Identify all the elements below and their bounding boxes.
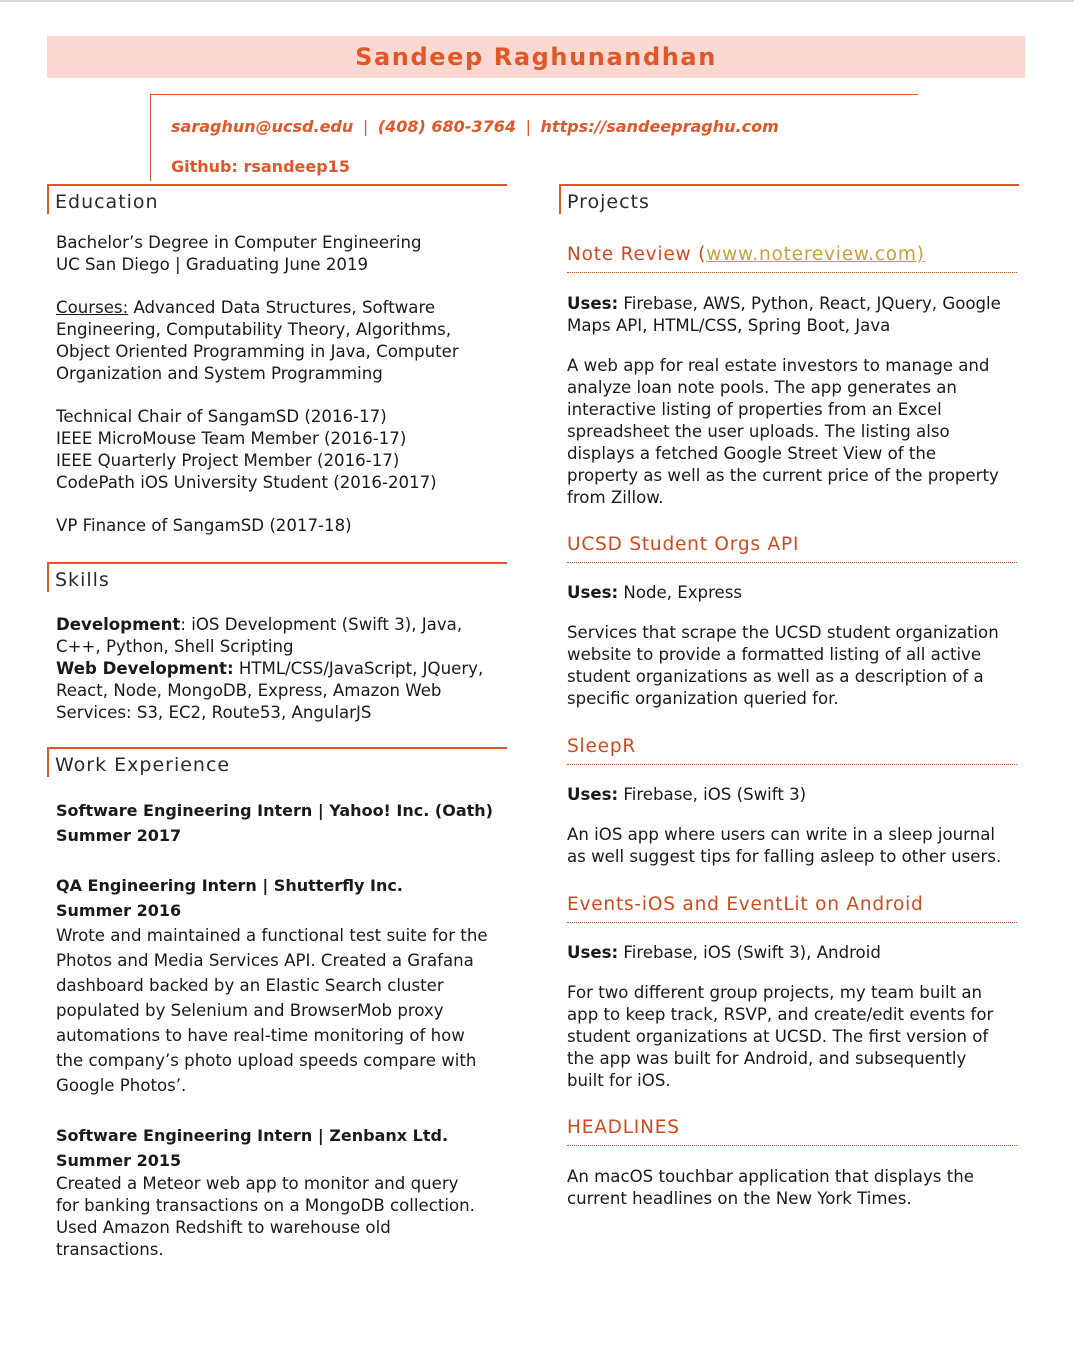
skill-label: Web Development:	[56, 659, 234, 678]
courses-label: Courses:	[56, 298, 129, 317]
courses-line: Engineering, Computability Theory, Algorithms,	[56, 320, 452, 339]
project-body: An macOS touchbar application that displays the current headlines on the New York Times.	[567, 1167, 974, 1208]
job-desc-line: Wrote and maintained a functional test suite for the	[56, 926, 488, 945]
job-title: QA Engineering Intern | Shutterfly Inc.	[56, 876, 403, 895]
activity: CodePath iOS University Student (2016-2017)	[56, 473, 437, 492]
uses-label: Uses:	[567, 294, 619, 313]
work-content	[56, 798, 511, 1261]
github-line[interactable]: Github: rsandeep15	[171, 157, 350, 176]
skills-heading	[47, 562, 507, 592]
job-desc-line: Created a Meteor web app to monitor and query	[56, 1174, 459, 1193]
courses-line: Courses: Advanced Data Structures, Software	[56, 298, 436, 317]
school: UC San Diego | Graduating June 2019	[56, 255, 369, 274]
project-title: HEADLINES	[567, 1117, 1017, 1146]
contact-line	[171, 117, 779, 136]
project-title: Events-iOS and EventLit on Android	[567, 894, 1017, 923]
job-period: Summer 2017	[56, 826, 182, 845]
courses-line: Organization and System Programming	[56, 364, 383, 383]
phone-number: (408) 680-3764	[377, 117, 516, 136]
skill-label: Development	[56, 615, 181, 634]
uses-label: Uses:	[567, 583, 619, 602]
job-desc-line: for banking transactions on a MongoDB collection.	[56, 1196, 475, 1215]
project-body: Uses: Firebase, iOS (Swift 3), Android For two different group projects, my team built an app to keep track, RSVP, and create/edit events for student organizations at UCSD. The first version of the app was built for Android, and subsequently built for iOS.	[567, 943, 994, 1090]
job-desc-line: Photos and Media Services API. Created a Grafana	[56, 951, 474, 970]
project-body: Uses: Firebase, iOS (Swift 3) An iOS app where users can write in a sleep journal as well suggest tips for falling asleep to other users.	[567, 785, 1002, 866]
section-title: Projects	[567, 191, 650, 213]
name-banner	[47, 36, 1025, 78]
project-title: UCSD Student Orgs API	[567, 534, 1017, 563]
uses-label: Uses:	[567, 785, 619, 804]
activity: VP Finance of SangamSD (2017-18)	[56, 516, 352, 535]
projects-heading	[559, 184, 1019, 214]
job-desc-line: automations to have real-time monitoring of how	[56, 1026, 465, 1045]
job-desc-line: dashboard backed by an Elastic Search cluster	[56, 976, 444, 995]
work-heading	[47, 747, 507, 777]
job-desc-line: Google Photos’.	[56, 1076, 187, 1095]
job-period: Summer 2016	[56, 901, 182, 920]
project-link[interactable]: www.notereview.com)	[706, 244, 925, 265]
courses-line: Object Oriented Programming in Java, Computer	[56, 342, 459, 361]
job-desc-line: populated by Selenium and BrowserMob proxy	[56, 1001, 444, 1020]
separator: |	[362, 117, 369, 136]
project-body: Uses: Node, Express Services that scrape the UCSD student organization website to provide a formatted listing of all active student organizations as well as a description of a specific organization queried for.	[567, 583, 999, 708]
skills-content: Development: iOS Development (Swift 3), Java, C++, Python, Shell Scripting Web Development: HTML/CSS/JavaScript, JQuery, React, Node, MongoDB, Express, Amazon Web Services: S3, EC2, Route53, AngularJS	[56, 615, 484, 722]
job-title: Software Engineering Intern | Zenbanx Ltd.	[56, 1126, 449, 1145]
job-desc-line: Used Amazon Redshift to warehouse old	[56, 1218, 391, 1237]
activity: IEEE MicroMouse Team Member (2016-17)	[56, 429, 407, 448]
uses-label: Uses:	[567, 943, 619, 962]
job-title: Software Engineering Intern | Yahoo! Inc. (Oath)	[56, 801, 493, 820]
job-desc-line: transactions.	[56, 1240, 164, 1259]
email-link[interactable]: saraghun@ucsd.edu	[171, 117, 354, 136]
project-body: Uses: Firebase, AWS, Python, React, JQuery, Google Maps API, HTML/CSS, Spring Boot, Java A web app for real estate investors to manage and analyze loan note pools. The app generates an interactive listing of properties from an Excel spreadsheet the user uploads. The listing also displays a fetched Google Street View of the property as well as the current price of the property from Zillow.	[567, 294, 1001, 507]
section-title: Skills	[55, 569, 110, 591]
education-content	[56, 232, 506, 537]
website-link[interactable]: https://sandeepraghu.com	[540, 117, 779, 136]
job-period: Summer 2015	[56, 1151, 182, 1170]
candidate-name: Sandeep Raghunandhan	[355, 43, 717, 71]
job-desc-line: the company’s photo upload speeds compare with	[56, 1051, 477, 1070]
contact-box	[150, 94, 918, 181]
education-heading	[47, 184, 507, 214]
activity: Technical Chair of SangamSD (2016-17)	[56, 407, 387, 426]
section-title: Education	[55, 191, 159, 213]
activity: IEEE Quarterly Project Member (2016-17)	[56, 451, 400, 470]
separator: |	[525, 117, 531, 136]
project-title: SleepR	[567, 736, 1017, 765]
project-title: Note Review (www.notereview.com)	[567, 244, 1017, 273]
section-title: Work Experience	[55, 754, 231, 776]
degree: Bachelor’s Degree in Computer Engineering	[56, 233, 422, 252]
